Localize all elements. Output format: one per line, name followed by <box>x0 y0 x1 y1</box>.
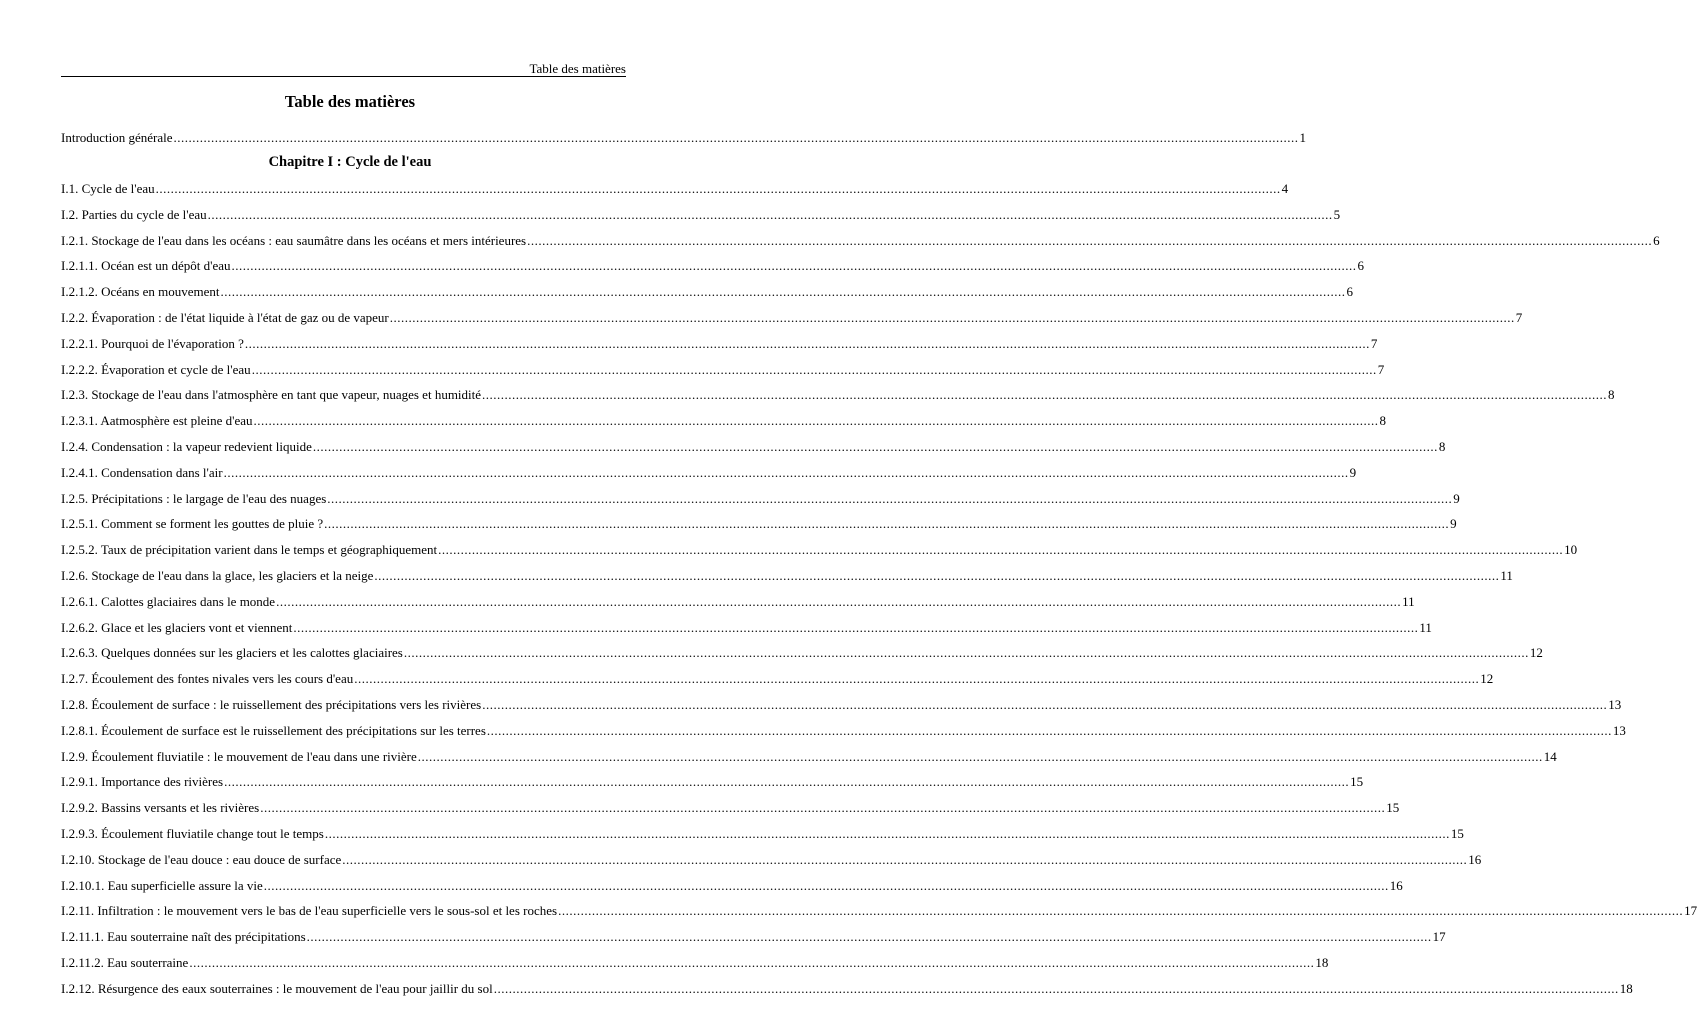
toc-leader-dots: ............................................................................................................................................................................................................................................................................................................ <box>244 335 1370 351</box>
toc-entry-page: 15 <box>1450 826 1464 841</box>
toc-entry[interactable] <box>61 929 1446 947</box>
toc-entry-page: 16 <box>1468 851 1482 867</box>
toc-leader-dots: ............................................................................................................................................................................................................................................................................................................ <box>312 439 1438 454</box>
toc-entry-label: I.2.3. Stockage de l'eau dans l'atmosphère en tant que vapeur, nuages et humidité <box>61 387 482 403</box>
toc-entry[interactable] <box>61 387 1615 405</box>
toc-entry[interactable] <box>61 464 1357 483</box>
toc-entry-page: 18 <box>1619 980 1633 996</box>
toc-leader-dots: ............................................................................................................................................................................................................................................................................................................ <box>389 310 1515 325</box>
toc-entry[interactable] <box>61 206 1341 225</box>
toc-entry-page: 6 <box>1653 232 1660 248</box>
toc-entry-page: 6 <box>1357 258 1364 274</box>
toc-leader-dots: ............................................................................................................................................................................................................................................................................................................ <box>527 232 1653 248</box>
toc-entry[interactable] <box>61 232 1660 251</box>
toc-entry-page: 8 <box>1608 387 1615 403</box>
toc-leader-dots: ............................................................................................................................................................................................................................................................................................................ <box>374 568 1500 583</box>
toc-entry-label: I.2.2.2. Évaporation et cycle de l'eau <box>61 361 251 377</box>
running-header: Table des matières <box>529 61 626 76</box>
toc-leader-dots: ............................................................................................................................................................................................................................................................................................................ <box>486 722 1612 738</box>
toc-entry-label: I.2.10.1. Eau superficielle assure la vie <box>61 877 263 893</box>
toc-entry[interactable] <box>61 568 1513 586</box>
toc-leader-dots: ............................................................................................................................................................................................................................................................................................................ <box>403 645 1529 661</box>
toc-entry[interactable] <box>61 361 1385 380</box>
toc-entry[interactable] <box>61 413 1387 431</box>
toc-entry-intro[interactable] <box>61 130 1307 148</box>
toc-entry-page: 5 <box>1333 206 1341 222</box>
toc-entry[interactable] <box>61 955 1329 973</box>
toc-leader-dots: ............................................................................................................................................................................................................................................................................................................ <box>276 593 1402 609</box>
toc-leader-dots: ............................................................................................................................................................................................................................................................................................................ <box>224 774 1350 790</box>
toc-entry-label: I.2.5.1. Comment se forment les gouttes de pluie ? <box>61 516 324 532</box>
toc-leader-dots: ............................................................................................................................................................................................................................................................................................................ <box>354 671 1480 687</box>
toc-leader-dots: ............................................................................................................................................................................................................................................................................................................ <box>493 980 1619 996</box>
toc-entry-page: 14 <box>1543 748 1557 764</box>
toc-entry-label: I.2.1.2. Océans en mouvement <box>61 284 220 300</box>
toc-leader-dots: ............................................................................................................................................................................................................................................................................................................ <box>324 516 1450 532</box>
toc-entry-page: 1 <box>1299 130 1307 145</box>
toc-leader-dots: ............................................................................................................................................................................................................................................................................................................ <box>438 542 1564 558</box>
toc-entry[interactable] <box>61 619 1432 638</box>
toc-leader-dots: ............................................................................................................................................................................................................................................................................................................ <box>482 697 1608 712</box>
toc-entry-label: I.2.6.3. Quelques données sur les glaciers et les calottes glaciaires <box>61 645 403 661</box>
toc-leader-dots: ............................................................................................................................................................................................................................................................................................................ <box>324 826 1450 841</box>
toc-entry-page: 17 <box>1432 929 1446 945</box>
toc-entry-label: I.2.6.2. Glace et les glaciers vont et viennent <box>61 619 293 635</box>
toc-leader-dots: ............................................................................................................................................................................................................................................................................................................ <box>293 619 1419 635</box>
toc-leader-dots: ............................................................................................................................................................................................................................................................................................................ <box>231 258 1357 274</box>
toc-entry[interactable] <box>61 748 1557 767</box>
toc-entry[interactable] <box>61 490 1460 509</box>
toc-entry-label: I.2.9.1. Importance des rivières <box>61 774 224 790</box>
toc-entry-label: I.2.3.1. Aatmosphère est pleine d'eau <box>61 413 253 429</box>
toc-leader-dots: ............................................................................................................................................................................................................................................................................................................ <box>223 464 1349 480</box>
toc-entry-label: I.2.11. Infiltration : le mouvement vers le bas de l'eau superficielle vers le sous-sol et les roches <box>61 903 558 919</box>
toc-entry-label: I.2.1.1. Océan est un dépôt d'eau <box>61 258 231 274</box>
toc-entry-page: 11 <box>1500 568 1513 583</box>
toc-entry-label: I.2.4.1. Condensation dans l'air <box>61 464 223 480</box>
toc-entry-label: I.2.6. Stockage de l'eau dans la glace, les glaciers et la neige <box>61 568 374 583</box>
toc-entry-page: 8 <box>1379 413 1387 429</box>
toc-entry[interactable] <box>61 516 1457 534</box>
toc-entry[interactable] <box>61 774 1364 792</box>
toc-entry-page: 12 <box>1529 645 1543 661</box>
toc-entry-page: 18 <box>1315 955 1329 970</box>
toc-entry[interactable] <box>61 258 1364 276</box>
toc-entry-page: 11 <box>1419 619 1432 635</box>
toc-entry-label: I.2.1. Stockage de l'eau dans les océans : eau saumâtre dans les océans et mers intérieures <box>61 232 527 248</box>
toc-entry-page: 7 <box>1370 335 1378 351</box>
toc-entry-label: I.2.10. Stockage de l'eau douce : eau douce de surface <box>61 851 342 867</box>
toc-entry-label: I.2.5. Précipitations : le largage de l'eau des nuages <box>61 490 327 506</box>
toc-entry-page: 9 <box>1453 490 1460 506</box>
toc-leader-dots: ............................................................................................................................................................................................................................................................................................................ <box>251 361 1377 377</box>
toc-entry-page: 15 <box>1350 774 1364 790</box>
toc-leader-dots: ............................................................................................................................................................................................................................................................................................................ <box>173 130 1299 145</box>
toc-entry-page: 13 <box>1612 722 1626 738</box>
toc-entry-label: I.2.5.2. Taux de précipitation varient dans le temps et géographiquement <box>61 542 438 558</box>
toc-leader-dots: ............................................................................................................................................................................................................................................................................................................ <box>417 748 1543 764</box>
toc-entry-page: 17 <box>1684 903 1697 919</box>
toc-entry-label: I.2.9. Écoulement fluviatile : le mouvement de l'eau dans une rivière <box>61 748 417 764</box>
toc-leader-dots: ............................................................................................................................................................................................................................................................................................................ <box>260 800 1386 816</box>
toc-entry[interactable] <box>61 697 1622 715</box>
toc-entry-page: 11 <box>1402 593 1415 609</box>
toc-entry-page: 9 <box>1450 516 1457 532</box>
toc-entry-page: 7 <box>1377 361 1385 377</box>
toc-leader-dots: ............................................................................................................................................................................................................................................................................................................ <box>327 490 1453 506</box>
toc-entry-label: I.2.8. Écoulement de surface : le ruissellement des précipitations vers les rivières <box>61 697 482 712</box>
toc-entry-label: I.2.2. Évaporation : de l'état liquide à l'état de gaz ou de vapeur <box>61 310 389 325</box>
toc-entry-page: 9 <box>1349 464 1357 480</box>
toc-entry[interactable] <box>61 284 1353 302</box>
toc-entry-label: I.2.11.1. Eau souterraine naît des précipitations <box>61 929 306 945</box>
toc-entry-page: 10 <box>1564 542 1578 558</box>
toc-entry[interactable] <box>61 542 1578 560</box>
toc-entry[interactable] <box>61 877 1403 896</box>
toc-entry[interactable] <box>61 826 1464 844</box>
toc-entry[interactable] <box>61 800 1400 818</box>
toc-entry-label: I.2.2.1. Pourquoi de l'évaporation ? <box>61 335 244 351</box>
toc-entry[interactable] <box>61 439 1446 457</box>
toc-leader-dots: ............................................................................................................................................................................................................................................................................................................ <box>189 955 1315 970</box>
toc-entry-label: I.2.9.2. Bassins versants et les rivières <box>61 800 260 816</box>
toc-entry-label: I.2.6.1. Calottes glaciaires dans le monde <box>61 593 276 609</box>
toc-entry[interactable] <box>61 335 1378 354</box>
toc-entry[interactable] <box>61 181 1289 199</box>
toc-leader-dots: ............................................................................................................................................................................................................................................................................................................ <box>155 181 1281 196</box>
toc-leader-dots: ............................................................................................................................................................................................................................................................................................................ <box>482 387 1608 403</box>
toc-entry-page: 16 <box>1389 877 1403 893</box>
toc-entry-label: I.2. Parties du cycle de l'eau <box>61 206 207 222</box>
toc-entry[interactable] <box>61 980 1633 999</box>
toc-entry[interactable] <box>61 722 1626 741</box>
toc-entry[interactable] <box>61 851 1482 870</box>
toc-entry-label: I.2.11.2. Eau souterraine <box>61 955 189 970</box>
toc-entry-label: I.2.8.1. Écoulement de surface est le ruissellement des précipitations sur les terres <box>61 722 486 738</box>
toc-entry-page: 8 <box>1438 439 1446 454</box>
page-title: Table des matières <box>284 92 416 111</box>
toc-entry-page: 4 <box>1281 181 1289 196</box>
toc-leader-dots: ............................................................................................................................................................................................................................................................................................................ <box>263 877 1389 893</box>
toc-leader-dots: ............................................................................................................................................................................................................................................................................................................ <box>207 206 1333 222</box>
toc-entry[interactable] <box>61 903 1697 921</box>
toc-entry-label: I.2.12. Résurgence des eaux souterraines : le mouvement de l'eau pour jaillir du sol <box>61 980 493 996</box>
header-rule <box>61 76 626 77</box>
toc-leader-dots: ............................................................................................................................................................................................................................................................................................................ <box>306 929 1432 945</box>
toc-entry[interactable] <box>61 645 1543 663</box>
toc-leader-dots: ............................................................................................................................................................................................................................................................................................................ <box>558 903 1684 919</box>
toc-leader-dots: ............................................................................................................................................................................................................................................................................................................ <box>220 284 1346 300</box>
toc-entry-label: I.1. Cycle de l'eau <box>61 181 155 196</box>
toc-entry[interactable] <box>61 593 1415 612</box>
toc-entry[interactable] <box>61 310 1523 328</box>
toc-entry-page: 6 <box>1346 284 1353 300</box>
toc-entry-page: 13 <box>1608 697 1622 712</box>
toc-leader-dots: ............................................................................................................................................................................................................................................................................................................ <box>253 413 1379 429</box>
toc-entry-page: 12 <box>1480 671 1494 687</box>
toc-entry-label: I.2.9.3. Écoulement fluviatile change tout le temps <box>61 826 324 841</box>
toc-entry[interactable] <box>61 671 1494 689</box>
toc-entry-label: I.2.7. Écoulement des fontes nivales vers les cours d'eau <box>61 671 354 687</box>
toc-entry-page: 7 <box>1515 310 1523 325</box>
chapter-heading: Chapitre I : Cycle de l'eau <box>268 154 432 170</box>
toc-leader-dots: ............................................................................................................................................................................................................................................................................................................ <box>342 851 1468 867</box>
toc-entry-label: I.2.4. Condensation : la vapeur redevient liquide <box>61 439 312 454</box>
toc-entry-page: 15 <box>1386 800 1400 816</box>
toc-entry-label: Introduction générale <box>61 130 173 145</box>
